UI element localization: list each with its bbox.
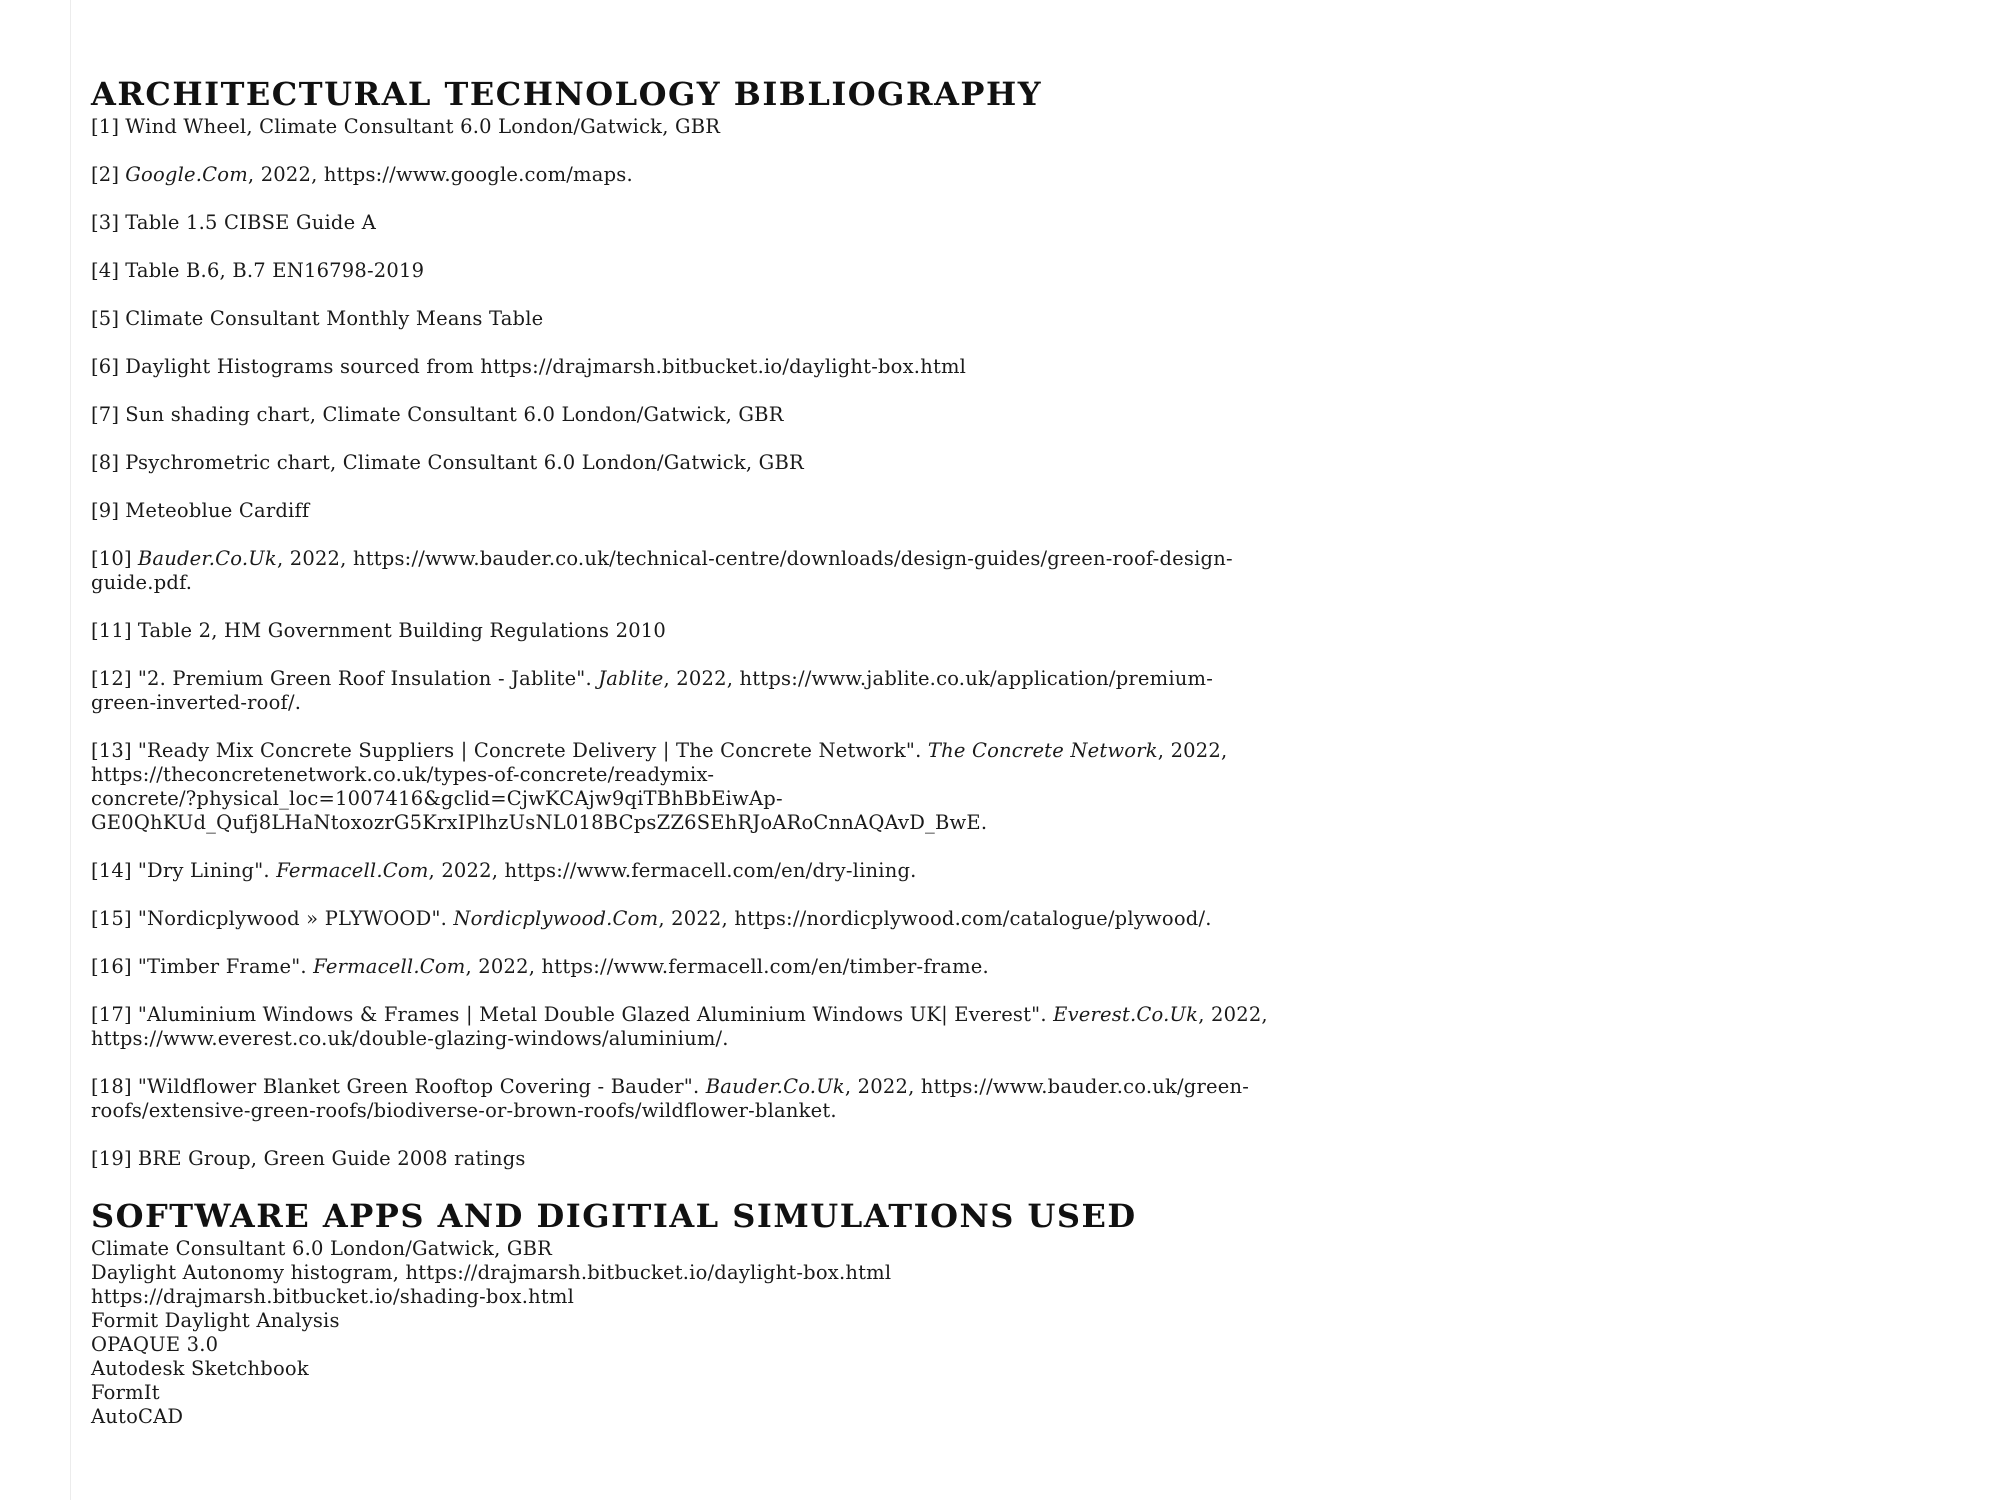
bibliography-heading: ARCHITECTURAL TECHNOLOGY BIBLIOGRAPHY (91, 75, 1043, 113)
reference-text: Table 2, HM Government Building Regulations 2010 (137, 619, 667, 642)
reference-item (91, 907, 1271, 931)
reference-text: , 2022, (1198, 1003, 1268, 1026)
reference-title: "Wildflower Blanket Green Rooftop Covering - Bauder". (137, 1075, 706, 1098)
reference-item (91, 259, 1271, 283)
reference-text: Meteoblue Cardiff (125, 499, 310, 522)
reference-title: "Ready Mix Concrete Suppliers | Concrete Delivery | The Concrete Network". (137, 739, 928, 762)
software-item: FormIt (91, 1381, 160, 1404)
reference-number: [17] (91, 1003, 132, 1026)
software-item: AutoCAD (91, 1405, 184, 1428)
software-item: Climate Consultant 6.0 London/Gatwick, GBR (91, 1237, 553, 1260)
reference-number: [5] (91, 307, 120, 330)
reference-item (91, 619, 1271, 643)
software-item: Formit Daylight Analysis (91, 1309, 340, 1332)
reference-item (91, 307, 1271, 331)
reference-number: [18] (91, 1075, 132, 1098)
reference-number: [11] (91, 619, 132, 642)
reference-text: , 2022, https://www.google.com/maps. (247, 163, 633, 186)
reference-number: [1] (91, 115, 120, 138)
reference-text: Psychrometric chart, Climate Consultant 6.0 London/Gatwick, GBR (125, 451, 804, 474)
reference-text: green-inverted-roof/. (91, 691, 302, 714)
reference-text: Table 1.5 CIBSE Guide A (125, 211, 377, 234)
reference-item (91, 1003, 1271, 1051)
software-item: OPAQUE 3.0 (91, 1333, 219, 1356)
reference-number: [16] (91, 955, 132, 978)
software-item: https://drajmarsh.bitbucket.io/shading-box.html (91, 1285, 575, 1308)
reference-title: "Nordicplywood » PLYWOOD". (137, 907, 454, 930)
reference-number: [19] (91, 1147, 132, 1170)
reference-source: The Concrete Network (927, 739, 1158, 762)
reference-source: Google.Com (125, 163, 248, 186)
reference-item (91, 355, 1271, 379)
reference-item (91, 211, 1271, 235)
reference-text: BRE Group, Green Guide 2008 ratings (137, 1147, 526, 1170)
software-heading: SOFTWARE APPS AND DIGITIAL SIMULATIONS USED (91, 1197, 1137, 1235)
reference-item (91, 499, 1271, 523)
reference-text: , 2022, https://www.fermacell.com/en/dry-lining. (428, 859, 917, 882)
reference-source: Fermacell.Com (313, 955, 466, 978)
reference-number: [6] (91, 355, 120, 378)
reference-text: https://theconcretenetwork.co.uk/types-of-concrete/readymix- (91, 763, 715, 786)
reference-source: Jablite (598, 667, 664, 690)
software-item: Autodesk Sketchbook (91, 1357, 309, 1380)
reference-number: [12] (91, 667, 132, 690)
reference-text: https://www.everest.co.uk/double-glazing-windows/aluminium/. (91, 1027, 729, 1050)
reference-text: Sun shading chart, Climate Consultant 6.0 London/Gatwick, GBR (125, 403, 784, 426)
reference-item (91, 115, 1271, 139)
reference-text: , 2022, (1157, 739, 1228, 762)
reference-number: [3] (91, 211, 120, 234)
reference-source: Fermacell.Com (276, 859, 429, 882)
reference-text: concrete/?physical_loc=1007416&gclid=CjwKCAjw9qiTBhBbEiwAp- (91, 787, 783, 810)
reference-number: [4] (91, 259, 120, 282)
reference-item (91, 955, 1271, 979)
software-item: Daylight Autonomy histogram, https://drajmarsh.bitbucket.io/daylight-box.html (91, 1261, 892, 1284)
reference-item (91, 739, 1271, 835)
reference-text: guide.pdf. (91, 571, 193, 594)
page-left-edge (70, 0, 71, 1500)
reference-title: "Timber Frame". (137, 955, 314, 978)
reference-source: Everest.Co.Uk (1053, 1003, 1199, 1026)
reference-item (91, 163, 1271, 187)
reference-text: roofs/extensive-green-roofs/biodiverse-or-brown-roofs/wildflower-blanket. (91, 1099, 837, 1122)
reference-title: "Aluminium Windows & Frames | Metal Double Glazed Aluminium Windows UK| Everest". (137, 1003, 1054, 1026)
reference-item (91, 859, 1271, 883)
reference-text: Wind Wheel, Climate Consultant 6.0 London/Gatwick, GBR (125, 115, 721, 138)
reference-number: [9] (91, 499, 120, 522)
reference-text: , 2022, https://www.fermacell.com/en/timber-frame. (465, 955, 989, 978)
reference-item (91, 451, 1271, 475)
reference-number: [14] (91, 859, 132, 882)
reference-item (91, 667, 1271, 715)
reference-title: "2. Premium Green Roof Insulation - Jablite". (137, 667, 599, 690)
reference-item (91, 1147, 1271, 1171)
reference-text: Climate Consultant Monthly Means Table (125, 307, 544, 330)
reference-item (91, 547, 1271, 595)
reference-number: [7] (91, 403, 120, 426)
reference-list (91, 115, 1271, 1171)
reference-number: [15] (91, 907, 132, 930)
reference-item (91, 403, 1271, 427)
reference-text: , 2022, https://nordicplywood.com/catalogue/plywood/. (658, 907, 1212, 930)
reference-number: [10] (91, 547, 132, 570)
reference-text: , 2022, https://www.bauder.co.uk/green- (844, 1075, 1250, 1098)
reference-text: , 2022, https://www.bauder.co.uk/technical-centre/downloads/design-guides/green-roof-design- (276, 547, 1233, 570)
reference-text: GE0QhKUd_Qufj8LHaNtoxozrG5KrxIPlhzUsNL018BCpsZZ6SEhRJoARoCnnAQAvD_BwE. (91, 811, 988, 834)
reference-source: Nordicplywood.Com (453, 907, 659, 930)
reference-source: Bauder.Co.Uk (705, 1075, 845, 1098)
reference-text: Table B.6, B.7 EN16798-2019 (125, 259, 425, 282)
reference-text: , 2022, https://www.jablite.co.uk/application/premium- (663, 667, 1214, 690)
reference-number: [2] (91, 163, 120, 186)
document-body (91, 73, 1271, 1429)
reference-number: [8] (91, 451, 120, 474)
software-list (91, 1237, 1271, 1429)
reference-text: Daylight Histograms sourced from https://drajmarsh.bitbucket.io/daylight-box.html (125, 355, 967, 378)
reference-title: "Dry Lining". (137, 859, 277, 882)
reference-number: [13] (91, 739, 132, 762)
reference-source: Bauder.Co.Uk (137, 547, 277, 570)
reference-item (91, 1075, 1271, 1123)
